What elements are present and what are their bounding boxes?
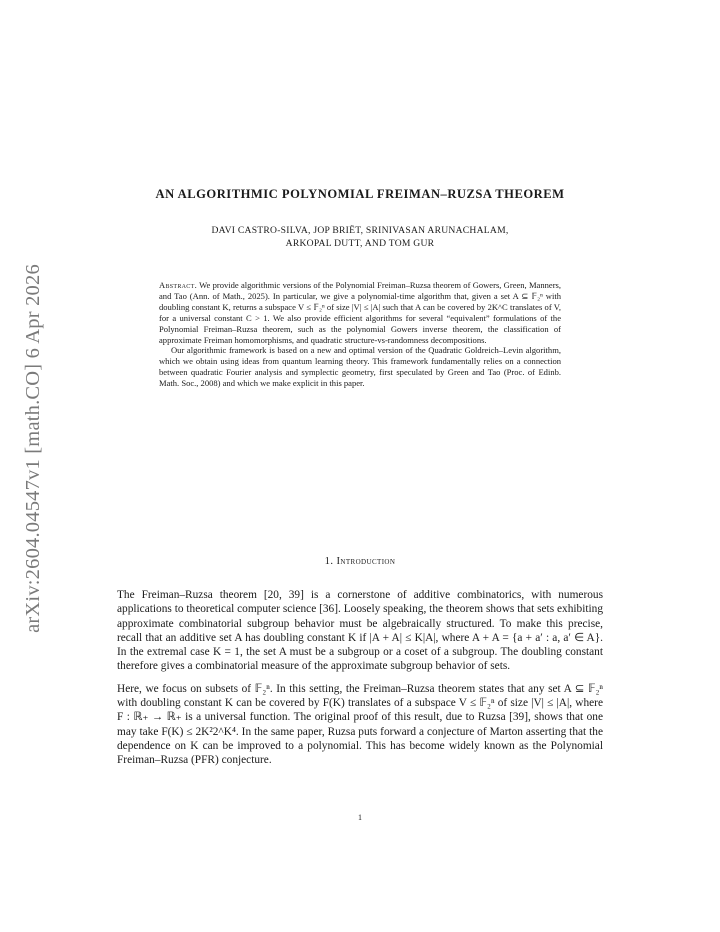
author-list <box>110 225 610 250</box>
abstract-label: Abstract. <box>159 280 198 290</box>
body-paragraph: Here, we focus on subsets of 𝔽₂ⁿ. In this setting, the Freiman–Ruzsa theorem states that any set A ⊆ 𝔽₂ⁿ with doubling constant K can be covered by F(K) translates of a subspace V ≤ 𝔽₂ⁿ of size |V| ≤ |A|, where F : ℝ₊ → ℝ₊ is a universal function. The original proof of this result, due to Ruzsa [39], shows that one may take F(K) ≤ 2K²2^K⁴. In the same paper, Ruzsa puts forward a conjecture of Marton asserting that the dependence on K can be improved to a polynomial. This has become widely known as the Polynomial Freiman–Ruzsa (PFR) conjecture. <box>117 682 603 767</box>
section-number: 1. <box>324 556 334 567</box>
abstract-paragraph: Our algorithmic framework is based on a new and optimal version of the Quadratic Goldreich–Levin algorithm, which we obtain using ideas from quantum learning theory. This framework fundamentally relies on a connection between quadratic Fourier analysis and symplectic geometry, first speculated by Green and Tao (Proc. of Edinb. Math. Soc., 2008) and which we make explicit in this paper. <box>159 345 561 389</box>
arxiv-identifier: arXiv:2604.04547v1 [math.CO] 6 Apr 2026 <box>21 263 44 633</box>
author-line: ARKOPAL DUTT, AND TOM GUR <box>285 237 435 249</box>
abstract-text: We provide algorithmic versions of the Polynomial Freiman–Ruzsa theorem of Gowers, Green, Manners, and Tao (Ann. of Math., 2025). In particular, we give a polynomial-time algorithm that, given a set A ⊆ 𝔽₂ⁿ with doubling constant K, returns a subspace V ≤ 𝔽₂ⁿ of size |V| ≤ |A| such that A can be covered by 2K^C translates of V, for a universal constant C > 1. We also provide efficient algorithms for several “equivalent” formulations of the Polynomial Freiman–Ruzsa theorem, such as the polynomial Gowers inverse theorem, the classification of approximate Freiman homomorphisms, and quadratic structure-vs-randomness decompositions. <box>159 280 561 345</box>
arxiv-side-stamp <box>18 248 48 648</box>
body-paragraph: The Freiman–Ruzsa theorem [20, 39] is a cornerstone of additive combinatorics, with numerous applications to theoretical computer science [36]. Loosely speaking, the theorem shows that sets exhibiting approximate combinatorial subgroup behavior must be algebraically structured. To make this precise, recall that an additive set A has doubling constant K if |A + A| ≤ K|A|, where A + A = {a + a′ : a, a′ ∈ A}. In the extremal case K = 1, the set A must be a subgroup or a coset of a subgroup. The doubling constant therefore gives a combinatorial measure of the approximate subgroup behavior of sets. <box>117 589 603 673</box>
abstract <box>159 280 561 389</box>
section-title: Introduction <box>336 556 396 567</box>
body-text <box>117 588 603 768</box>
section-heading <box>160 556 560 567</box>
abstract-paragraph <box>159 280 561 345</box>
author-line: DAVI CASTRO-SILVA, JOP BRIËT, SRINIVASAN ARUNACHALAM, <box>211 225 509 236</box>
paper-title: AN ALGORITHMIC POLYNOMIAL FREIMAN–RUZSA THEOREM <box>155 187 565 201</box>
page-number: 1 <box>358 813 362 822</box>
